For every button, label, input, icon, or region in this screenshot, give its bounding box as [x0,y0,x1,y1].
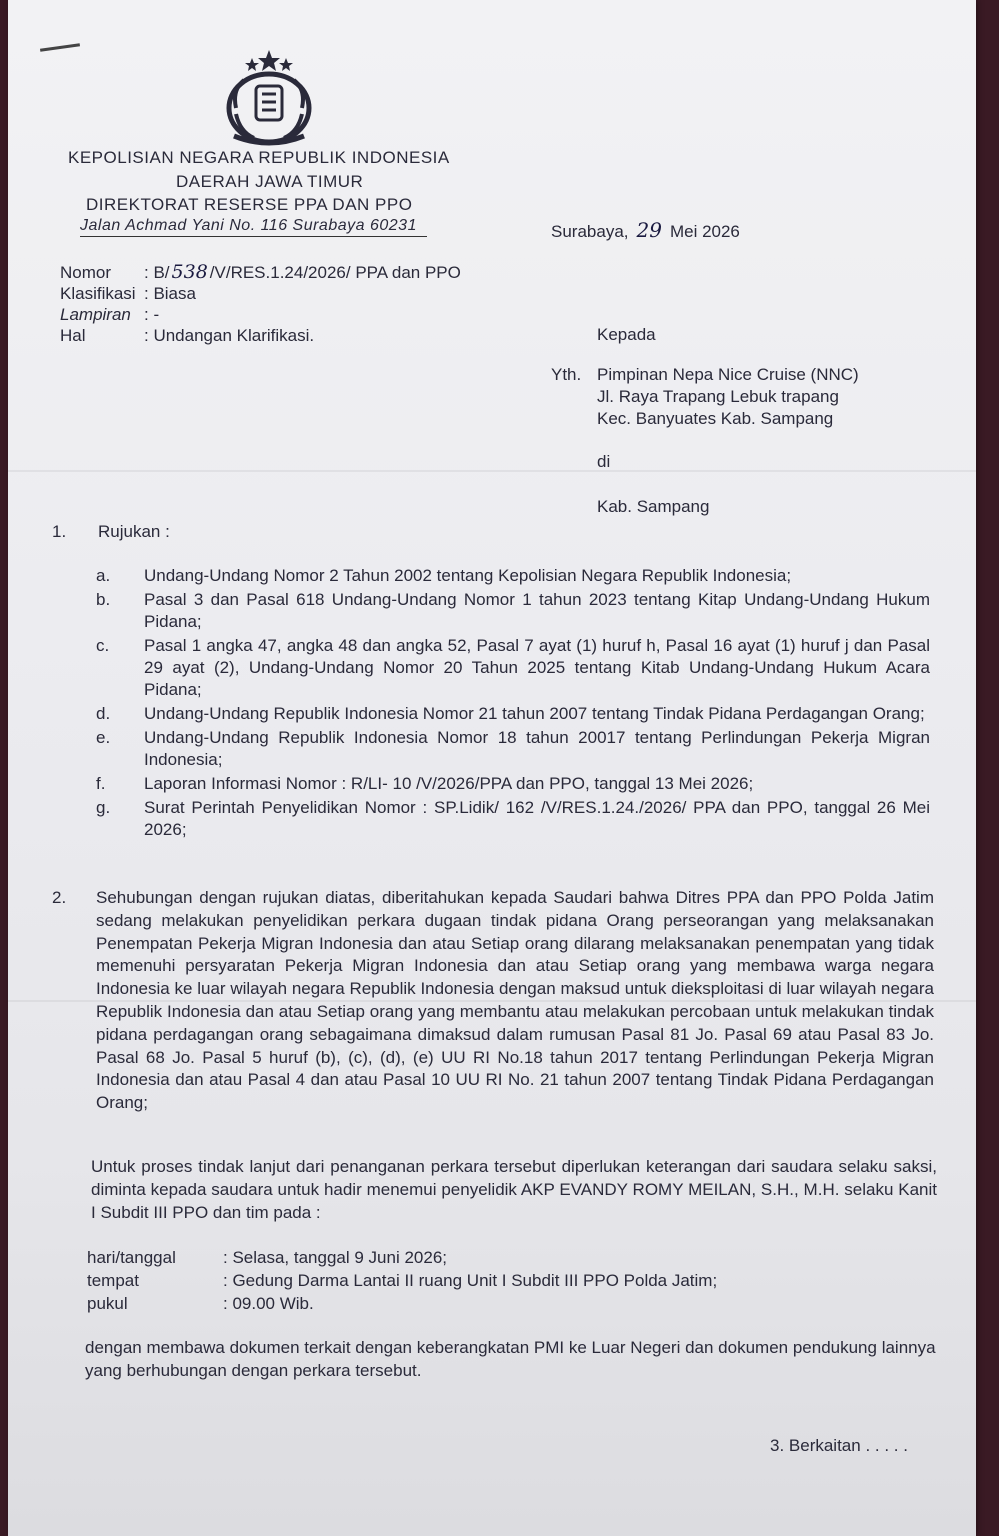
recipient-yth: Yth. [551,365,582,384]
meta-nomor [60,262,461,283]
recipient-name: Pimpinan Nepa Nice Cruise (NNC) [597,365,859,384]
nomor-label: Nomor [60,263,112,282]
schedule-row [87,1292,717,1315]
reference-letter: e. [96,728,111,747]
date-city: Surabaya, [551,222,629,241]
section1-title: Rujukan : [98,522,170,541]
reference-text: Surat Perintah Penyelidikan Nomor : SP.Lidik/ 162 /V/RES.1.24./2026/ PPA dan PPO, tanggal 26 Mei 2026; [144,798,930,839]
letter-date [551,218,740,242]
nomor-suffix: /V/RES.1.24/2026/ PPA dan PPO [209,263,461,282]
letterhead-address: Jalan Achmad Yani No. 116 Surabaya 60231 [80,217,427,237]
klasifikasi-value: : Biasa [144,284,196,303]
schedule-value: : Selasa, tanggal 9 Juni 2026; [223,1248,447,1267]
meta-hal [60,325,461,346]
reference-text: Laporan Informasi Nomor : R/LI- 10 /V/2026/PPA dan PPO, tanggal 13 Mei 2026; [144,774,754,793]
recipient-di: di [597,452,611,471]
section1-number: 1. [52,522,67,541]
nomor-prefix: : B/ [144,263,170,282]
schedule-key: pukul [87,1294,128,1313]
recipient-city: Kab. Sampang [597,497,710,516]
schedule-key: hari/tanggal [87,1248,176,1267]
reference-item [96,635,930,701]
reference-letter: a. [96,566,111,585]
recipient-block [551,364,859,430]
reference-item [96,565,930,587]
continuation-text: 3. Berkaitan . . . . . [770,1436,908,1455]
reference-letter: c. [96,636,110,655]
lampiran-label: Lampiran [60,305,131,324]
schedule-key: tempat [87,1271,139,1290]
letterhead-line1: KEPOLISIAN NEGARA REPUBLIK INDONESIA [68,148,450,167]
section2-documents: dengan membawa dokumen terkait dengan keberangkatan PMI ke Luar Negeri dan dokumen pendukung lainnya yang berhubungan dengan perkara tersebut. [85,1338,936,1380]
schedule-row [87,1269,717,1292]
hal-value: : Undangan Klarifikasi. [144,326,315,345]
schedule-value: : 09.00 Wib. [223,1294,314,1313]
letterhead-line3: DIREKTORAT RESERSE PPA DAN PPO [86,195,413,214]
letterhead-line2: DAERAH JAWA TIMUR [176,172,364,191]
nomor-handwritten: 538 [171,261,208,283]
section2-body: Sehubungan dengan rujukan diatas, diberitahukan kepada Saudari bahwa Ditres PPA dan PPO Polda Jatim sedang melakukan penyelidikan perkara dugaan tindak pidana Orang perseorangan yang melaksanakan Penempatan Pekerja Migran Indonesia dan atau Setiap orang dilarang melaksanakan penempatan yang tidak memenuhi persyaratan Pekerja Migran Indonesia dan atau Setiap orang yang membawa warga negara Indonesia ke luar wilayah negara Republik Indonesia dengan maksud untuk dieksploitasi di luar wilayah negara Republik Indonesia dan atau Setiap orang yang membantu atau melakukan percobaan untuk melakukan tindak pidana perdagangan orang sebagaimana dimaksud dalam rumusan Pasal 81 Jo. Pasal 69 atau Pasal 83 Jo. Pasal 68 Jo. Pasal 5 huruf (b), (c), (d), (e) UU RI No.18 tahun 2017 tentang Perlindungan Pekerja Migran Indonesia dan atau Pasal 4 dan atau Pasal 10 UU RI No. 21 tahun 2007 tentang Tindak Pidana Perdagangan Orang; [96,888,934,1113]
schedule-list [87,1246,717,1315]
reference-item [96,797,930,841]
reference-item [96,589,930,633]
reference-text: Undang-Undang Nomor 2 Tahun 2002 tentang Kepolisian Negara Republik Indonesia; [144,566,792,585]
section2-number: 2. [52,888,67,907]
date-day-handwritten: 29 [636,218,662,242]
date-month-year: Mei 2026 [669,222,740,241]
schedule-value: : Gedung Darma Lantai II ruang Unit I Subdit III PPO Polda Jatim; [223,1271,718,1290]
schedule-row [87,1246,717,1269]
reference-item [96,727,930,771]
lampiran-value: : - [144,305,160,324]
police-emblem-icon [214,50,324,146]
reference-letter: f. [96,774,106,793]
letter-meta [60,262,461,346]
reference-item [96,773,930,795]
meta-lampiran [60,304,461,325]
reference-letter: d. [96,704,111,723]
hal-label: Hal [60,326,86,345]
paper-fold [8,470,976,472]
reference-item [96,703,930,725]
reference-list [96,565,930,843]
reference-text: Undang-Undang Republik Indonesia Nomor 21 tahun 2007 tentang Tindak Pidana Perdagangan Orang; [144,704,925,723]
recipient-kepada: Kepada [597,325,656,344]
section2-invitation: Untuk proses tindak lanjut dari penanganan perkara tersebut diperlukan keterangan dari saudara selaku saksi, diminta kepada saudara untuk hadir menemui penyelidik AKP EVANDY ROMY MEILAN, S.H., M.H. selaku Kanit I Subdit III PPO dan tim pada : [91,1157,937,1222]
recipient-address1: Jl. Raya Trapang Lebuk trapang [597,387,839,406]
reference-letter: b. [96,590,111,609]
reference-text: Pasal 3 dan Pasal 618 Undang-Undang Nomor 1 tahun 2023 tentang Kitap Undang-Undang Hukum Pidana; [144,590,930,631]
klasifikasi-label: Klasifikasi [60,284,136,303]
reference-text: Undang-Undang Republik Indonesia Nomor 18 tahun 20017 tentang Perlindungan Pekerja Migran Indonesia; [144,728,930,769]
reference-letter: g. [96,798,111,817]
recipient-address2: Kec. Banyuates Kab. Sampang [597,409,834,428]
section1-heading [52,522,170,542]
meta-klasifikasi [60,283,461,304]
reference-text: Pasal 1 angka 47, angka 48 dan angka 52, Pasal 7 ayat (1) huruf h, Pasal 16 ayat (1) huruf j dan Pasal 29 ayat (2), Undang-Undang Nomor 20 Tahun 2025 tentang Kitab Undang-Undang Hukum Acara Pidana; [144,636,930,699]
section2 [52,887,934,1115]
